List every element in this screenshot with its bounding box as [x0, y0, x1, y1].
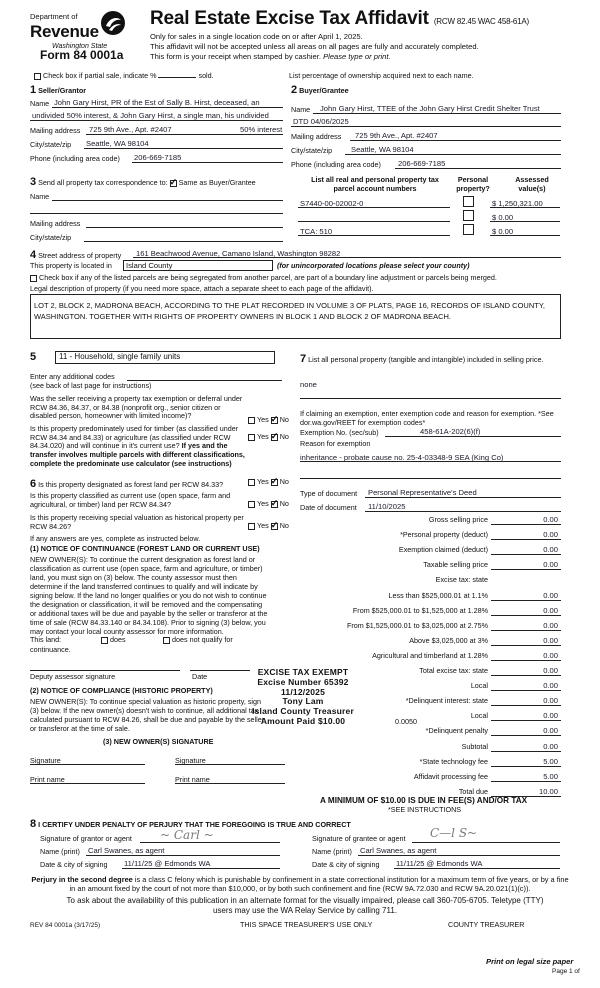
- same-as-buyer-checkbox[interactable]: [170, 180, 177, 187]
- buyer-name-label: Name: [291, 105, 311, 114]
- tax-row-label: Total excise tax: state: [419, 666, 488, 675]
- excise-stamp: EXCISE TAX EXEMPT Excise Number 65392 11/12/2025 Tony Lam Island County Treasurer Amount Paid $10.00: [252, 667, 354, 726]
- buyer-phone[interactable]: 206-669-7185: [398, 159, 446, 168]
- local-rate: 0.0050: [395, 717, 417, 726]
- seller-city[interactable]: Seattle, WA 98104: [86, 139, 149, 148]
- tax-row-value[interactable]: 0.00: [543, 605, 558, 615]
- s6q1-yes-checkbox[interactable]: [248, 479, 255, 486]
- street-address[interactable]: 161 Beachwood Avenue, Camano Island, Washington 98282: [136, 249, 341, 258]
- tax-row-label: From $525,000.01 to $1,525,000 at 1.28%: [352, 605, 488, 615]
- doctype-label: Type of document: [300, 489, 358, 498]
- county-treasurer: COUNTY TREASURER: [448, 920, 525, 929]
- personal-property-value[interactable]: none: [300, 380, 317, 389]
- forest-question: 6 Is this property designated as forest land per RCW 84.33?: [30, 478, 224, 490]
- s6q3-yes-checkbox[interactable]: [248, 523, 255, 530]
- buyer-mailing-label: Mailing address: [291, 132, 342, 141]
- minimum-due: A MINIMUM OF $10.00 IS DUE IN FEE(S) AND/OR TAX: [320, 796, 528, 805]
- current-use-question: Is this property classified as current use (open space, farm and agricultural, or timber) land per RCW 84.34?: [30, 491, 231, 509]
- buyer-city-label: City/state/zip: [291, 146, 333, 155]
- q2-yes-checkbox[interactable]: [248, 434, 255, 441]
- partial-sale-row: Check box if partial sale, indicate % sold.: [34, 72, 214, 81]
- continuance-heading: (1) NOTICE OF CONTINUANCE (FOREST LAND OR CURRENT USE): [30, 544, 260, 553]
- tax-row-label: From $1,525,000.01 to $3,025,000 at 2.75%: [346, 620, 488, 630]
- tax-row-label: Subtotal: [461, 741, 488, 751]
- seller-heading: 1 Seller/Grantor: [30, 84, 87, 96]
- new-owner-signature-heading: (3) NEW OWNER(S) SIGNATURE: [103, 737, 214, 746]
- q2-yesno: Yes ✓ No: [248, 433, 289, 442]
- compliance-heading: (2) NOTICE OF COMPLIANCE (HISTORIC PROPERTY): [30, 686, 213, 695]
- timber-question: Is this property predominately used for timber (as classified under RCW 84.34 and 84.33) or agriculture (as classified under RCW 84.34.020) and will continue in it's current use? If yes and the transfer involves multiple parcels with different classifications, complete the predominate use calculator (see instructions): [30, 424, 245, 468]
- tax-row-label: Total due: [458, 786, 488, 796]
- personal-header: Personal property?: [456, 175, 490, 193]
- see-instructions: *SEE INSTRUCTIONS: [388, 805, 462, 814]
- seller-phone[interactable]: 206-669-7185: [134, 153, 182, 162]
- deputy-signature-field[interactable]: [30, 670, 180, 671]
- buyer-name-line2[interactable]: DTD 04/06/2025: [293, 117, 349, 126]
- docdate-label: Date of document: [300, 503, 357, 512]
- s6q3-yesno: Yes ✓ No: [248, 522, 289, 531]
- segregated-row: Check box if any of the listed parcels are being segregated from another parcel, are part of a boundary line adjustment or parcels being merged.: [30, 274, 497, 283]
- q1-no-checkbox[interactable]: [271, 417, 278, 424]
- personal-property-label: 7 List all personal property (tangible and intangible) included in selling price.: [300, 353, 544, 365]
- buyer-name-line1[interactable]: John Gary Hirst, TTEE of the John Gary Hirst Credit Shelter Trust: [320, 104, 540, 113]
- tax-row-label: Local: [470, 681, 488, 691]
- perjury-notice: Perjury in the second degree is a class C felony which is punishable by confinement in a state correctional institution for a maximum term of five years, or by a fine in an amount fixed by the court of not more than $10,000, or by both such confinement and fine (RCW 9A.72.030 and RCW 9A.20.021(1)(c)).: [31, 875, 569, 893]
- grantor-name[interactable]: Carl Swanes, as agent: [88, 846, 165, 855]
- tax-row-value[interactable]: 5.00: [543, 756, 558, 766]
- tax-row-value[interactable]: 0.00: [543, 515, 558, 524]
- tax-row-value[interactable]: 0.00: [543, 741, 558, 751]
- buyer-city[interactable]: Seattle, WA 98104: [351, 145, 414, 154]
- s6q1-no-checkbox[interactable]: [271, 479, 278, 486]
- exemption-reason[interactable]: inheritance - probate cause no. 25-4-03348-9 SEA (King Co): [300, 453, 504, 462]
- parcel-2[interactable]: [298, 221, 450, 222]
- s6q2-no-checkbox[interactable]: [271, 501, 278, 508]
- tax-row-label: Exemption claimed (deduct): [398, 545, 488, 555]
- correspondence-row: 3 Send all property tax correspondence to: ✓ Same as Buyer/Grantee: [30, 176, 256, 189]
- corr-name-field[interactable]: [52, 200, 283, 201]
- compliance-body: NEW OWNER(S): To continue special valuation as historic property, sign (3) below. If the new owner(s) doesn't wish to continue, all additional tax calculated pursuant to RCW 84.26, shall be due and payable by the seller or transferor at the time of sale.: [30, 697, 265, 733]
- tax-row-label: Excise tax: state: [435, 575, 488, 585]
- doesnot-checkbox[interactable]: [163, 637, 170, 644]
- partial-sale-checkbox[interactable]: [34, 73, 41, 80]
- seller-name-line1[interactable]: John Gary Hirst, PR of the Est of Sally B. Hirst, deceased, an: [54, 98, 260, 107]
- grantee-sig-label: Signature of grantee or agent: [312, 834, 406, 843]
- print1-label: Print name: [30, 775, 65, 784]
- s6q1-yesno: Yes ✓ No: [248, 478, 289, 487]
- located-label: This property is located in: [30, 261, 112, 270]
- page-number: Page 1 of: [552, 968, 580, 975]
- doesnot-option: does not qualify for: [163, 636, 233, 645]
- seller-mailing[interactable]: 725 9th Ave., Apt. #2407: [89, 125, 172, 134]
- tax-row-value[interactable]: 0.00: [543, 681, 558, 691]
- tax-row-label: Taxable selling price: [423, 560, 488, 570]
- grantee-signature[interactable]: C—l S~: [430, 826, 478, 840]
- dept-label: Department of: [30, 12, 78, 21]
- tax-row-value[interactable]: 5.00: [543, 771, 558, 781]
- revenue-label: Revenue: [30, 22, 99, 41]
- tax-row-value[interactable]: 0.00: [543, 650, 558, 660]
- value-3[interactable]: $ 0.00: [492, 227, 514, 236]
- grantor-signature[interactable]: ~ Carl ~: [160, 828, 214, 842]
- parcel-1[interactable]: S7440-00-02002-0: [300, 199, 364, 208]
- legal-description[interactable]: LOT 2, BLOCK 2, MADRONA BEACH, ACCORDING TO THE PLAT RECORDED IN VOLUME 3 OF PLATS, PAGE 16, RECORDS OF ISLAND COUNTY, WASHINGTON. TOGETHER WITH RIGHTS OF PROPERTY OWNERS IN BLOCK 1 AND BLOCK 2 OF MADRONA BEACH.: [30, 294, 561, 339]
- personal-checkbox-1[interactable]: [463, 196, 474, 207]
- form-subtitle: Only for sales in a single location code on or after April 1, 2025. This affidavit will not be accepted unless all areas on all pages are fully and accurately completed. This form is your receipt when stamped by cashier. Please type or print.: [150, 32, 479, 61]
- tax-row-value[interactable]: 0.00: [543, 530, 558, 540]
- this-land-label: This land:: [30, 635, 62, 644]
- buyer-heading: 2 Buyer/Grantee: [291, 84, 349, 96]
- personal-checkbox-3[interactable]: [463, 224, 474, 235]
- s6q2-yesno: Yes ✓ No: [248, 500, 289, 509]
- print2-label: Print name: [175, 775, 210, 784]
- reason-label: Reason for exemption: [300, 439, 371, 448]
- tax-row-value[interactable]: 10.00: [538, 786, 558, 796]
- rev-number: REV 84 0001a (3/17/25): [30, 922, 101, 929]
- county-select[interactable]: Island County: [123, 260, 273, 271]
- segregated-checkbox[interactable]: [30, 275, 37, 282]
- tax-row-value[interactable]: 0.00: [543, 620, 558, 630]
- corr-mailing-label: Mailing address: [30, 219, 81, 228]
- q1-yesno: Yes ✓ No: [248, 416, 289, 425]
- exemption-no[interactable]: 458-61A-202(6)(f): [420, 427, 481, 436]
- grantee-name[interactable]: Carl Swanes, as agent: [360, 846, 437, 855]
- value-2[interactable]: $ 0.00: [492, 213, 514, 222]
- tax-row-label: *Delinquent interest: state: [405, 696, 488, 706]
- corr-city-field[interactable]: [84, 241, 283, 242]
- tax-row-label: *State technology fee: [419, 756, 488, 766]
- buyer-mailing[interactable]: 725 9th Ave., Apt. #2407: [355, 131, 438, 140]
- tax-row-value[interactable]: 0.00: [543, 560, 558, 570]
- treasurer-use: THIS SPACE TREASURER'S USE ONLY: [240, 920, 373, 929]
- form-title: Real Estate Excise Tax Affidavit (RCW 82.45 WAC 458-61A): [150, 8, 529, 29]
- title-ref: (RCW 82.45 WAC 458-61A): [433, 17, 529, 26]
- historic-question: Is this property receiving special valuation as historical property per RCW 84.26?: [30, 513, 244, 531]
- street-row: 4 Street address of property: [30, 249, 122, 261]
- tax-row-label: Agricultural and timberland at 1.28%: [372, 650, 488, 660]
- sig2-label: Signature: [175, 756, 206, 765]
- form-number: Form 84 0001a: [40, 48, 124, 62]
- grantor-date-label: Date & city of signing: [40, 860, 108, 869]
- continuance-label: continuance.: [30, 645, 71, 654]
- buyer-phone-label: Phone (including area code): [291, 160, 381, 169]
- legal-size-note: Print on legal size paper: [486, 957, 574, 966]
- revenue-swirl-icon: [100, 10, 126, 36]
- addl-codes-label: Enter any additional codes: [30, 372, 115, 381]
- personal-checkbox-2[interactable]: [463, 210, 474, 221]
- document-type[interactable]: Personal Representative's Deed: [368, 488, 477, 497]
- s6q3-no-checkbox[interactable]: [271, 523, 278, 530]
- tax-row-value[interactable]: 0.00: [543, 635, 558, 645]
- s6q2-yes-checkbox[interactable]: [248, 501, 255, 508]
- grantee-date-label: Date & city of signing: [312, 860, 380, 869]
- deputy-date-label: Date: [192, 672, 208, 681]
- ownership-note: List percentage of ownership acquired next to each name.: [289, 71, 474, 80]
- sec5-num: 5: [30, 351, 37, 363]
- does-option: does: [101, 636, 126, 645]
- seller-city-label: City/state/zip: [30, 140, 72, 149]
- tax-row-label: Less than $525,000.01 at 1.1%: [388, 590, 488, 600]
- q1-yes-checkbox[interactable]: [248, 417, 255, 424]
- tax-row-label: *Delinquent penalty: [425, 726, 488, 736]
- continuance-body: NEW OWNER(S): To continue the current designation as forest land or classification as current use (open space, farm and agriculture, or timber) land, you must sign on (3) below. The county assessor must then determine if the land transferred continues to qualify and will indicate by signing below. If the land no longer qualifies or you do not wish to continue the designation or classification, it will be removed and the compensating or additional taxes will be due and payable by the seller or transferor at the time of sale (RCW 84.33.140 or 84.34.108). Prior to signing (3) below, you may contact your local county assessor for more information.: [30, 555, 268, 636]
- grantor-name-label: Name (print): [40, 847, 80, 856]
- parcel-header: List all real and personal property tax parcel account numbers: [311, 175, 439, 193]
- grantee-date[interactable]: 11/11/25 @ Edmonds WA: [396, 859, 483, 868]
- tax-row-value[interactable]: 0.00: [543, 545, 558, 555]
- does-checkbox[interactable]: [101, 637, 108, 644]
- state-label: Washington State: [52, 43, 108, 50]
- tax-row-value[interactable]: 0.00: [543, 696, 558, 706]
- seller-name-label: Name: [30, 99, 50, 108]
- assessed-header: Assessed value(s): [515, 175, 549, 193]
- tax-row-label: Above $3,025,000 at 3%: [409, 635, 488, 645]
- tax-row-label: Gross selling price: [428, 515, 488, 524]
- grantor-sig-label: Signature of grantor or agent: [40, 834, 132, 843]
- certify-heading: 8 I CERTIFY UNDER PENALTY OF PERJURY THAT THE FOREGOING IS TRUE AND CORRECT: [30, 818, 351, 830]
- seller-interest[interactable]: 50% interest: [240, 125, 283, 134]
- seller-phone-label: Phone (including area code): [30, 154, 120, 163]
- tax-row-label: *Personal property (deduct): [400, 530, 488, 540]
- tax-row-value[interactable]: 0.00: [543, 711, 558, 721]
- alt-format-notice: To ask about the availability of this publication in an alternate format for the visually impaired, please call 360-705-6705. Teletype (TTY) users may use the WA Relay Service by calling 711.: [66, 896, 544, 915]
- value-1[interactable]: $ 1,250,321.00: [492, 199, 543, 208]
- grantor-date[interactable]: 11/11/25 @ Edmonds WA: [124, 859, 211, 868]
- tax-row-label: Local: [470, 711, 488, 721]
- corr-mailing-field[interactable]: [86, 227, 283, 228]
- legal-label: Legal description of property (if you need more space, attach a separate sheet to each page of the affidavit).: [30, 284, 374, 293]
- tax-row-value[interactable]: 0.00: [543, 590, 558, 600]
- exemption-instructions: If claiming an exemption, enter exemption code and reason for exemption. *See dor.wa.gov/REET for exemption codes*: [300, 409, 554, 427]
- tax-row-value[interactable]: 0.00: [543, 726, 558, 736]
- county-note: (for unincorporated locations please select your county): [277, 261, 470, 270]
- answers-note: If any answers are yes, complete as instructed below.: [30, 534, 201, 543]
- document-date[interactable]: 11/10/2025: [368, 502, 406, 511]
- seller-exemption-question: Was the seller receiving a property tax exemption or deferral under RCW 84.36, 84.37, or 84.38 (nonprofit org., senior citizen or disabled person, homeowner with limited income)?: [30, 394, 243, 421]
- seller-name-line2[interactable]: undivided 50% interest, & John Gary Hirst, a single man, his undivided: [32, 111, 269, 120]
- seller-mailing-label: Mailing address: [30, 126, 81, 135]
- tax-row-label: Affidavit processing fee: [413, 771, 488, 781]
- tax-row-value[interactable]: 0.00: [543, 666, 558, 675]
- corr-name-label: Name: [30, 192, 50, 201]
- sig1-label: Signature: [30, 756, 61, 765]
- grantee-name-label: Name (print): [312, 847, 352, 856]
- corr-city-label: City/state/zip: [30, 233, 72, 242]
- exemption-no-label: Exemption No. (sec/sub): [300, 428, 379, 437]
- q2-no-checkbox[interactable]: [271, 434, 278, 441]
- addl-codes-note: (see back of last page for instructions): [30, 381, 152, 390]
- deputy-label: Deputy assessor signature: [30, 672, 116, 681]
- land-use-code-select[interactable]: 11 - Household, single family units: [55, 351, 275, 364]
- parcel-3[interactable]: TCA: 510: [300, 227, 333, 236]
